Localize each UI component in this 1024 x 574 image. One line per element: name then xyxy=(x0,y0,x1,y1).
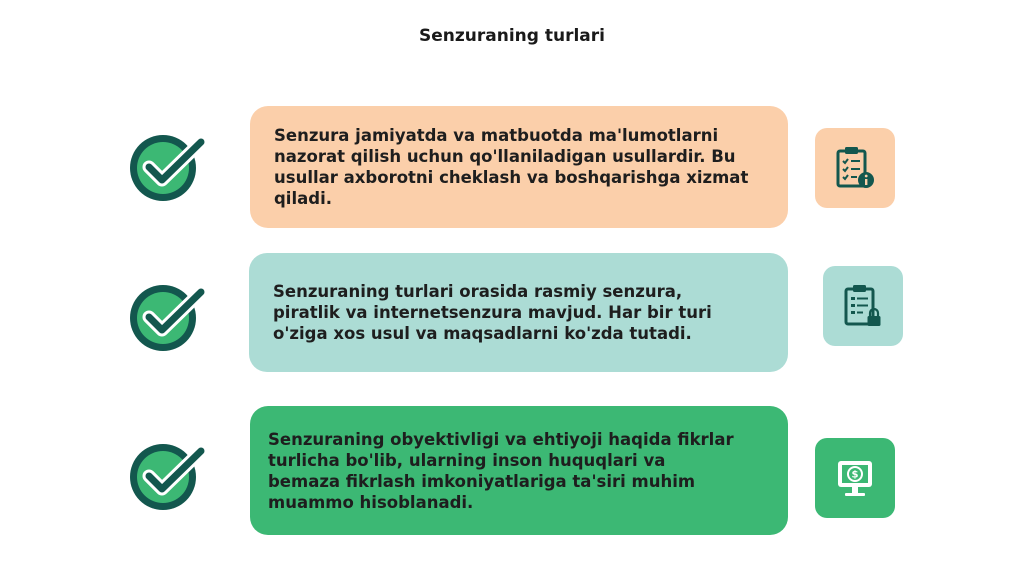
icon-tile-3 xyxy=(815,438,895,518)
info-card-2 xyxy=(249,253,788,372)
checkmark-circle-icon xyxy=(127,436,207,516)
svg-text:$: $ xyxy=(851,469,859,481)
info-card-3 xyxy=(250,406,788,535)
card-text-1: Senzura jamiyatda va matbuotda ma'lumotlarni nazorat qilish uchun qo'llaniladigan usullardir. Bu usullar axborotni cheklash va boshqarishga xizmat qiladi. xyxy=(274,126,749,208)
clipboard-info-icon xyxy=(835,146,875,190)
checkmark-circle-icon xyxy=(127,277,207,357)
clipboard-lock-icon xyxy=(843,284,883,328)
card-text-2: Senzuraning turlari orasida rasmiy senzura, piratlik va internetsenzura mavjud. Har bir turi o'ziga xos usul va maqsadlarni ko'zda tutadi. xyxy=(273,282,712,343)
icon-tile-1 xyxy=(815,128,895,208)
slide-title: Senzuraning turlari xyxy=(419,26,605,46)
checkmark-circle-icon xyxy=(127,127,207,207)
info-card-1 xyxy=(250,106,788,228)
card-text-3: Senzuraning obyektivligi va ehtiyoji haqida fikrlar turlicha bo'lib, ularning inson huquqlari va bemaza fikrlash imkoniyatlariga ta'siri muhim muammo hisoblanadi. xyxy=(268,429,734,512)
icon-tile-2 xyxy=(823,266,903,346)
dollar-kiosk-icon xyxy=(833,456,877,500)
